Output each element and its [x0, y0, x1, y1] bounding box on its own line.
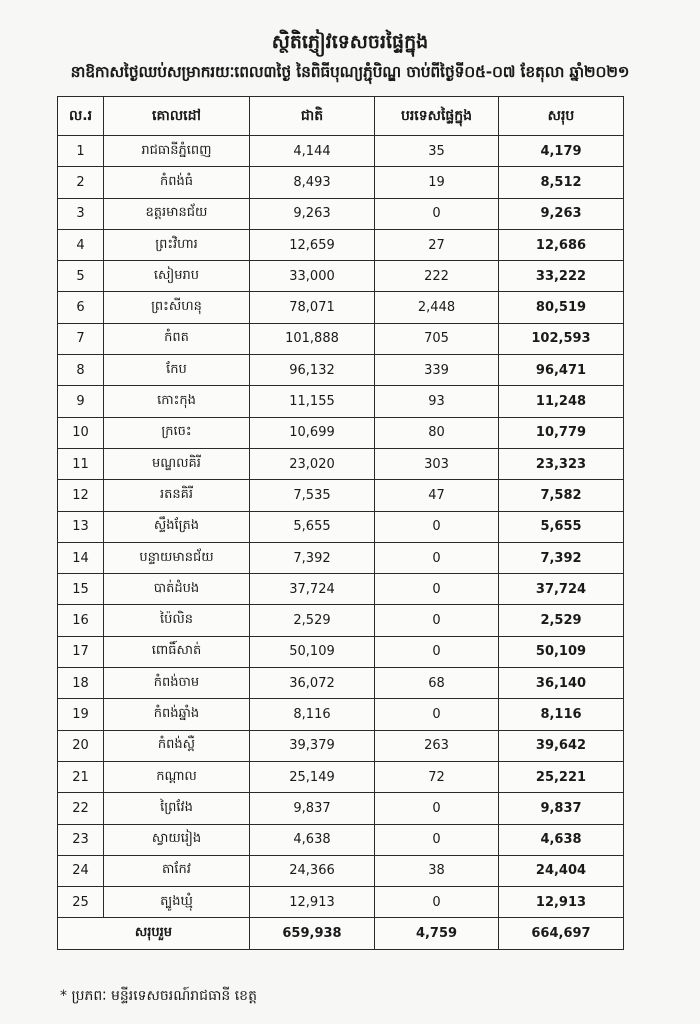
table-row: [58, 292, 624, 323]
cell-province: កំពង់ឆ្នាំង: [104, 699, 250, 730]
cell-no: 6: [58, 292, 104, 323]
cell-national: 50,109: [250, 636, 375, 667]
cell-national: 7,535: [250, 480, 375, 511]
summary-row: [58, 918, 624, 950]
table-row: [58, 323, 624, 354]
source-footnote: * ប្រភពៈ មន្ទីរទេសចរណ៍រាជធានី ខេត្ត: [60, 988, 257, 1004]
cell-foreign: 68: [375, 668, 499, 699]
table-row: [58, 855, 624, 886]
cell-total: 33,222: [499, 261, 624, 292]
table-row: [58, 542, 624, 573]
cell-national: 8,493: [250, 167, 375, 198]
cell-total: 96,471: [499, 355, 624, 386]
cell-foreign: 2,448: [375, 292, 499, 323]
table-row: [58, 386, 624, 417]
table-row: [58, 668, 624, 699]
cell-total: 10,779: [499, 417, 624, 448]
cell-national: 25,149: [250, 761, 375, 792]
header-foreign: បរទេសផ្ទៃក្នុង: [375, 97, 499, 136]
cell-no: 7: [58, 323, 104, 354]
cell-total: 8,512: [499, 167, 624, 198]
table-body: [58, 136, 624, 918]
table-header-row: [58, 97, 624, 136]
cell-foreign: 27: [375, 229, 499, 260]
cell-province: រាជធានីភ្នំពេញ: [104, 136, 250, 167]
cell-province: រតនគិរី: [104, 480, 250, 511]
cell-total: 9,837: [499, 793, 624, 824]
cell-total: 7,392: [499, 542, 624, 573]
cell-national: 9,837: [250, 793, 375, 824]
cell-foreign: 47: [375, 480, 499, 511]
table-row: [58, 761, 624, 792]
header-destination: គោលដៅ: [104, 97, 250, 136]
cell-national: 96,132: [250, 355, 375, 386]
cell-foreign: 0: [375, 511, 499, 542]
cell-no: 24: [58, 855, 104, 886]
cell-province: ពោធិ៍សាត់: [104, 636, 250, 667]
table-row: [58, 730, 624, 761]
summary-national: 659,938: [250, 918, 375, 950]
cell-province: បាត់ដំបង: [104, 574, 250, 605]
cell-foreign: 0: [375, 699, 499, 730]
cell-no: 17: [58, 636, 104, 667]
summary-label: សរុបរួម: [58, 918, 250, 950]
cell-national: 4,638: [250, 824, 375, 855]
cell-national: 37,724: [250, 574, 375, 605]
table-row: [58, 605, 624, 636]
page-subtitle: នាឱកាសថ្ងៃឈប់សម្រាករយៈពេល៣ថ្ងៃ នៃពិធីបុណ្យភ្ជុំបិណ្ឌ ចាប់ពីថ្ងៃទី០៥-០៧ ខែតុលា ឆ្នាំ២០២១: [70, 63, 630, 81]
cell-no: 11: [58, 448, 104, 479]
table-row: [58, 355, 624, 386]
cell-no: 12: [58, 480, 104, 511]
table-row: [58, 417, 624, 448]
cell-total: 24,404: [499, 855, 624, 886]
cell-total: 50,109: [499, 636, 624, 667]
cell-province: កំពង់ចាម: [104, 668, 250, 699]
cell-national: 4,144: [250, 136, 375, 167]
cell-province: ស្វាយរៀង: [104, 824, 250, 855]
cell-no: 19: [58, 699, 104, 730]
cell-foreign: 263: [375, 730, 499, 761]
cell-province: កែប: [104, 355, 250, 386]
cell-national: 23,020: [250, 448, 375, 479]
summary-foreign: 4,759: [375, 918, 499, 950]
table-row: [58, 448, 624, 479]
cell-foreign: 35: [375, 136, 499, 167]
cell-foreign: 0: [375, 574, 499, 605]
cell-foreign: 0: [375, 198, 499, 229]
cell-total: 7,582: [499, 480, 624, 511]
cell-total: 39,642: [499, 730, 624, 761]
cell-no: 16: [58, 605, 104, 636]
cell-no: 14: [58, 542, 104, 573]
cell-province: តាកែវ: [104, 855, 250, 886]
table-row: [58, 480, 624, 511]
cell-province: ឧត្តរមានជ័យ: [104, 198, 250, 229]
cell-foreign: 19: [375, 167, 499, 198]
cell-foreign: 38: [375, 855, 499, 886]
page-title: ស្ថិតិភ្ញៀវទេសចរផ្ទៃក្នុង: [271, 31, 429, 53]
header-no: ល.រ: [58, 97, 104, 136]
cell-province: កំពង់ស្ពឺ: [104, 730, 250, 761]
cell-national: 78,071: [250, 292, 375, 323]
cell-province: ត្បូងឃ្មុំ: [104, 887, 250, 918]
cell-total: 12,686: [499, 229, 624, 260]
cell-province: សៀមរាប: [104, 261, 250, 292]
cell-no: 25: [58, 887, 104, 918]
cell-no: 23: [58, 824, 104, 855]
cell-total: 80,519: [499, 292, 624, 323]
cell-foreign: 0: [375, 636, 499, 667]
table-row: [58, 574, 624, 605]
cell-foreign: 303: [375, 448, 499, 479]
cell-no: 2: [58, 167, 104, 198]
cell-total: 102,593: [499, 323, 624, 354]
cell-foreign: 0: [375, 824, 499, 855]
cell-total: 9,263: [499, 198, 624, 229]
cell-foreign: 0: [375, 793, 499, 824]
cell-no: 9: [58, 386, 104, 417]
cell-total: 37,724: [499, 574, 624, 605]
cell-national: 12,913: [250, 887, 375, 918]
header-total: សរុប: [499, 97, 624, 136]
cell-total: 12,913: [499, 887, 624, 918]
cell-no: 8: [58, 355, 104, 386]
cell-national: 33,000: [250, 261, 375, 292]
cell-total: 8,116: [499, 699, 624, 730]
cell-province: ព្រៃវែង: [104, 793, 250, 824]
cell-foreign: 339: [375, 355, 499, 386]
header-national: ជាតិ: [250, 97, 375, 136]
cell-national: 12,659: [250, 229, 375, 260]
table-row: [58, 699, 624, 730]
cell-national: 8,116: [250, 699, 375, 730]
cell-national: 101,888: [250, 323, 375, 354]
cell-province: កំពត: [104, 323, 250, 354]
cell-province: កំពង់ធំ: [104, 167, 250, 198]
cell-national: 9,263: [250, 198, 375, 229]
cell-no: 22: [58, 793, 104, 824]
cell-foreign: 222: [375, 261, 499, 292]
cell-total: 5,655: [499, 511, 624, 542]
table-row: [58, 198, 624, 229]
cell-province: កណ្ដាល: [104, 761, 250, 792]
cell-total: 25,221: [499, 761, 624, 792]
table-row: [58, 887, 624, 918]
cell-total: 4,638: [499, 824, 624, 855]
cell-foreign: 705: [375, 323, 499, 354]
cell-no: 20: [58, 730, 104, 761]
summary-total: 664,697: [499, 918, 624, 950]
cell-foreign: 93: [375, 386, 499, 417]
cell-province: ស្ទឹងត្រែង: [104, 511, 250, 542]
cell-foreign: 80: [375, 417, 499, 448]
cell-national: 7,392: [250, 542, 375, 573]
cell-province: ប៉ៃលិន: [104, 605, 250, 636]
cell-no: 4: [58, 229, 104, 260]
cell-province: ព្រះសីហនុ: [104, 292, 250, 323]
cell-national: 39,379: [250, 730, 375, 761]
cell-province: បន្ទាយមានជ័យ: [104, 542, 250, 573]
cell-foreign: 72: [375, 761, 499, 792]
table-row: [58, 793, 624, 824]
cell-province: មណ្ឌលគិរី: [104, 448, 250, 479]
cell-total: 4,179: [499, 136, 624, 167]
cell-province: ក្រចេះ: [104, 417, 250, 448]
table-row: [58, 824, 624, 855]
cell-no: 5: [58, 261, 104, 292]
cell-foreign: 0: [375, 542, 499, 573]
cell-national: 36,072: [250, 668, 375, 699]
cell-national: 2,529: [250, 605, 375, 636]
cell-no: 3: [58, 198, 104, 229]
cell-province: ព្រះវិហារ: [104, 229, 250, 260]
table-row: [58, 136, 624, 167]
table-row: [58, 511, 624, 542]
cell-total: 36,140: [499, 668, 624, 699]
cell-total: 11,248: [499, 386, 624, 417]
cell-foreign: 0: [375, 605, 499, 636]
cell-national: 11,155: [250, 386, 375, 417]
table-row: [58, 167, 624, 198]
cell-no: 10: [58, 417, 104, 448]
tourism-statistics-table: [57, 96, 624, 950]
table-row: [58, 636, 624, 667]
cell-no: 18: [58, 668, 104, 699]
cell-province: កោះកុង: [104, 386, 250, 417]
cell-no: 1: [58, 136, 104, 167]
cell-no: 21: [58, 761, 104, 792]
table-row: [58, 229, 624, 260]
cell-national: 5,655: [250, 511, 375, 542]
cell-no: 13: [58, 511, 104, 542]
cell-no: 15: [58, 574, 104, 605]
cell-foreign: 0: [375, 887, 499, 918]
cell-national: 10,699: [250, 417, 375, 448]
cell-total: 2,529: [499, 605, 624, 636]
cell-total: 23,323: [499, 448, 624, 479]
cell-national: 24,366: [250, 855, 375, 886]
table-row: [58, 261, 624, 292]
